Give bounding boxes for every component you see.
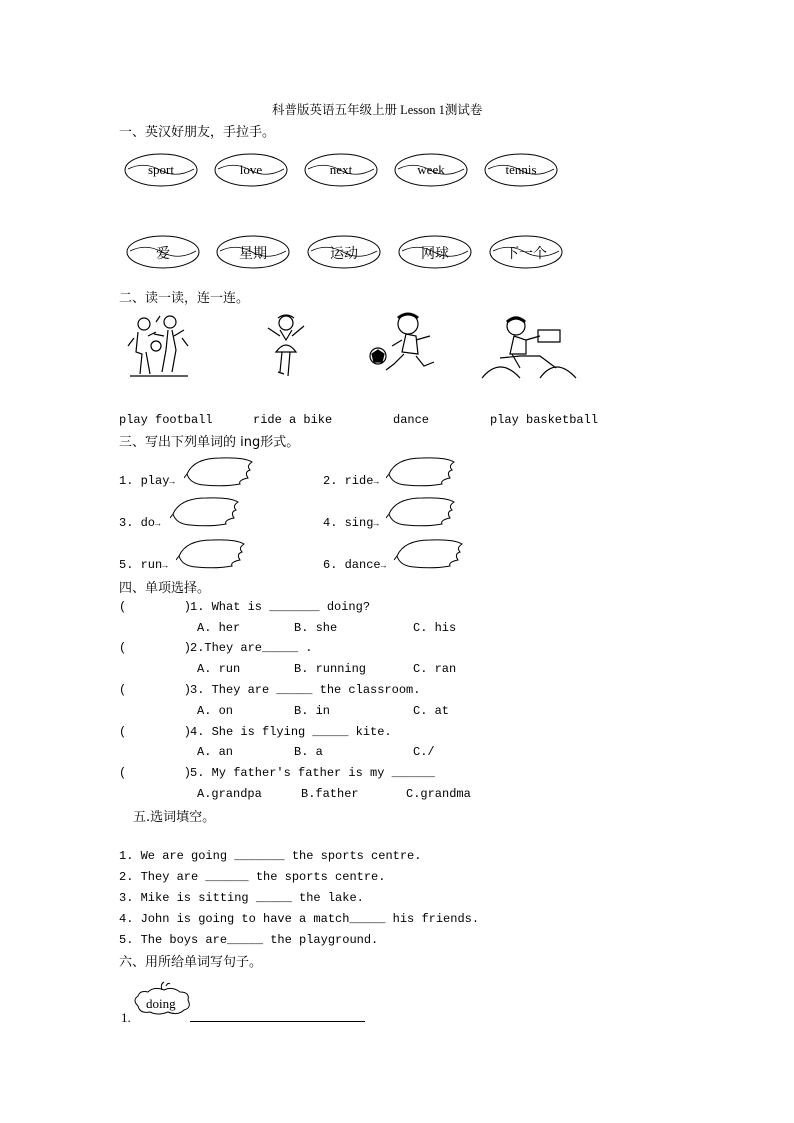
option-c: C./ [413,745,435,759]
girl-dancing-icon [262,312,310,382]
leaf-icon [394,536,464,570]
chinese-word-oval [489,235,563,269]
word-item: 1. play→ [119,474,175,488]
word-item: 2. ride→ [323,474,379,488]
arrow-icon: → [162,561,168,571]
section-3-heading: 三、写出下列单词的 ing形式。 [119,435,300,450]
question-text: 5. My father's father is my ______ [190,766,435,780]
word-cloud [132,980,194,1020]
leaf-icon [386,494,456,528]
fill-item: 2. They are ______ the sports centre. [119,870,386,884]
chinese-word-oval [126,235,200,269]
basketball-players-icon [126,312,192,382]
fill-item: 4. John is going to have a match_____ his friends. [119,912,480,926]
english-word: sport [148,162,174,177]
english-word-oval [484,153,558,187]
arrow-icon: → [155,519,161,529]
answer-blank[interactable]: ( ) [119,683,192,697]
chinese-word: 下一个 [505,246,547,262]
english-word: love [239,162,263,177]
english-word-oval [124,153,198,187]
leaf-icon [170,494,240,528]
chinese-word: 星期 [239,246,267,262]
fill-item: 5. The boys are_____ the playground. [119,933,379,947]
option-a: A. an [197,745,234,759]
question-text: 2.They are_____ . [190,641,313,655]
phrase: ride a bike [253,413,333,427]
leaf-icon [184,454,254,488]
section-1-heading: 一、英汉好朋友，手拉手。 [119,125,276,140]
fill-item: 3. Mike is sitting _____ the lake. [119,891,364,905]
section-5-heading: 五.选词填空。 [133,810,216,825]
option-c: C. at [413,704,450,718]
leaf-icon [176,536,246,570]
chinese-word-oval [216,235,290,269]
option-b: B. running [294,662,367,676]
option-c: C. his [413,621,457,635]
section-2-heading: 二、读一读，连一连。 [119,291,250,306]
english-word-oval [394,153,468,187]
answer-line[interactable] [190,1021,365,1022]
chinese-word: 爱 [156,246,170,262]
option-c: C.grandma [406,787,471,801]
boy-football-icon [366,310,442,382]
english-word-oval [214,153,288,187]
word-item: 6. dance→ [323,558,387,572]
item-number: 1. [121,1010,131,1025]
phrase: dance [393,413,430,427]
option-a: A. on [197,704,234,718]
arrow-icon: → [380,561,387,571]
word-item: 4. sing→ [323,516,379,530]
chinese-word: 网球 [421,246,449,262]
word-item: 5. run→ [119,558,168,572]
phrase: play football [119,413,213,427]
arrow-icon: → [169,477,175,487]
english-word: next [329,162,353,177]
given-word: doing [146,996,176,1011]
chinese-word-oval [307,235,381,269]
boy-bike-icon [480,312,580,380]
word-item: 3. do→ [119,516,161,530]
answer-blank[interactable]: ( ) [119,600,192,614]
arrow-icon: → [373,519,379,529]
arrow-icon: → [373,477,379,487]
option-c: C. ran [413,662,457,676]
option-b: B. a [294,745,323,759]
option-b: B.father [301,787,359,801]
answer-blank[interactable]: ( ) [119,641,192,655]
phrase: play basketball [490,413,599,427]
option-b: B. she [294,621,338,635]
page-title: 科普版英语五年级上册 Lesson 1测试卷 [272,103,483,117]
answer-blank[interactable]: ( ) [119,725,192,739]
english-word: week [417,162,445,177]
section-6-heading: 六、用所给单词写句子。 [119,955,263,970]
chinese-word: 运动 [330,246,358,262]
question-text: 3. They are _____ the classroom. [190,683,421,697]
chinese-word-oval [398,235,472,269]
leaf-icon [386,454,456,488]
option-a: A. run [197,662,241,676]
english-word-oval [304,153,378,187]
answer-blank[interactable]: ( ) [119,766,192,780]
section-4-heading: 四、单项选择。 [119,581,211,596]
fill-item: 1. We are going _______ the sports centre. [119,849,422,863]
option-b: B. in [294,704,331,718]
english-word: tennis [505,162,537,177]
question-text: 4. She is flying _____ kite. [190,725,392,739]
option-a: A.grandpa [197,787,262,801]
question-text: 1. What is _______ doing? [190,600,371,614]
option-a: A. her [197,621,241,635]
